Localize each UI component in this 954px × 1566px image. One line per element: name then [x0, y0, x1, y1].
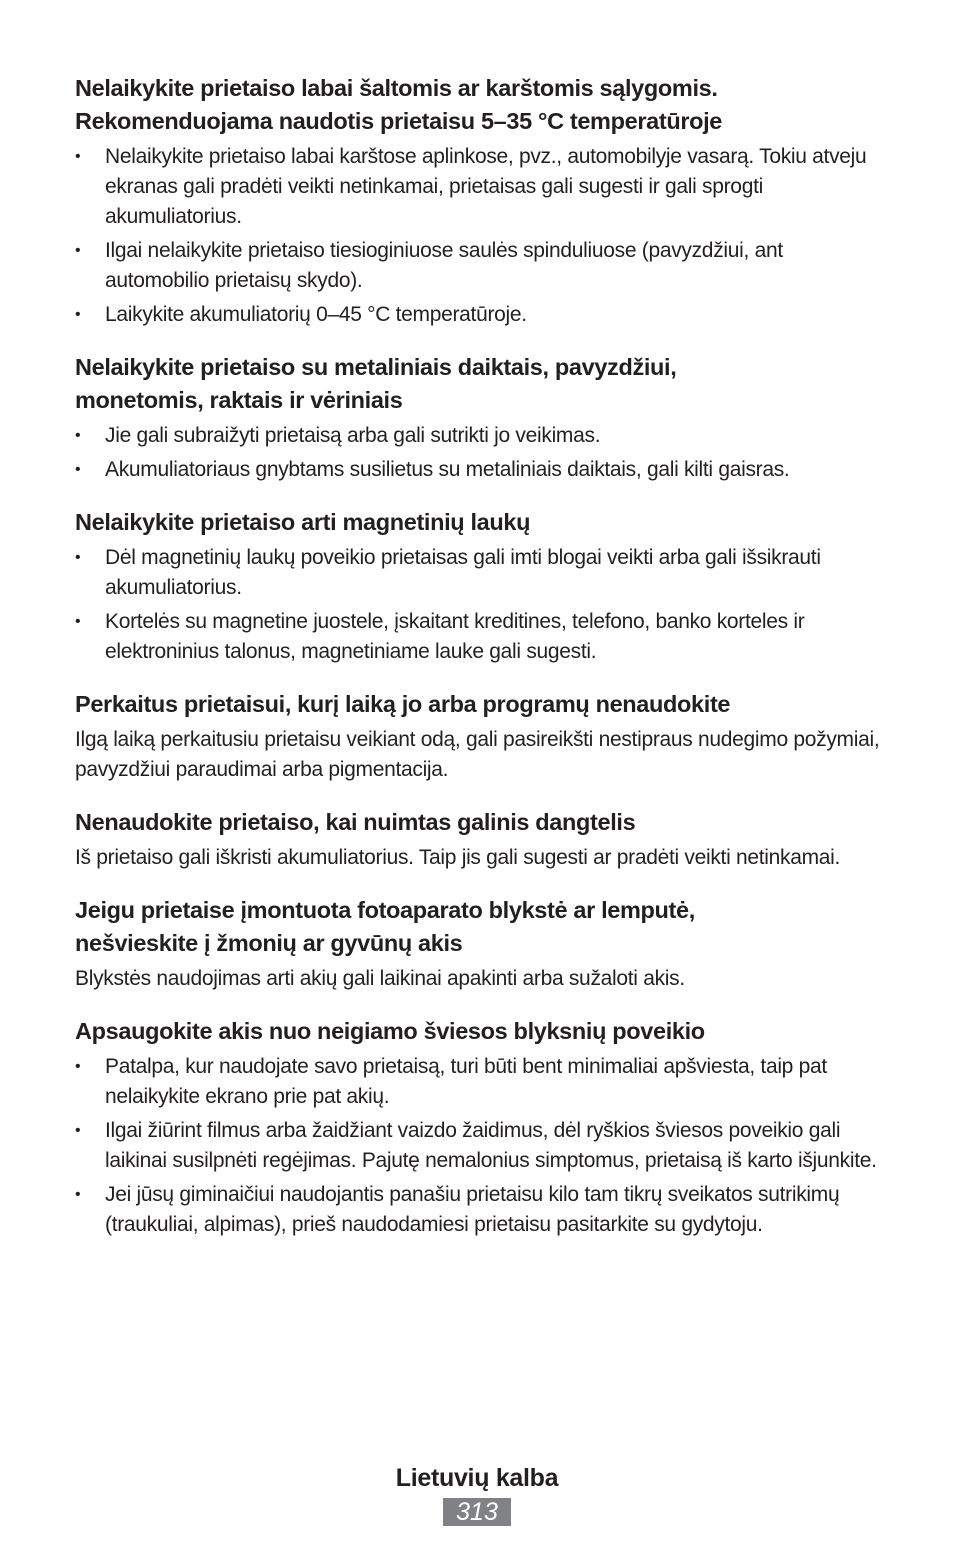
list-item-text: Ilgai žiūrint filmus arba žaidžiant vaizdo žaidimus, dėl ryškios šviesos poveikio gali laikinai susilpnėti regėjimas. Pajutę nemalonius simptomus, prietaisą iš karto išjunkite.: [105, 1119, 877, 1172]
bullet-icon: •: [75, 242, 81, 259]
bullet-icon: •: [75, 306, 81, 323]
section-back-cover: [75, 806, 885, 873]
list-item: [75, 236, 885, 296]
list-item-text: Nelaikykite prietaiso labai karštose aplinkose, pvz., automobilyje vasarą. Tokiu atveju ekranas gali pradėti veikti netinkamai, prietaisas gali sugesti ir gali sprogti akumuliatorius.: [105, 145, 867, 228]
section-heading: Apsaugokite akis nuo neigiamo šviesos blyksnių poveikio: [75, 1018, 705, 1044]
section-paragraph: Ilgą laiką perkaitusiu prietaisu veikiant odą, gali pasireikšti nestipraus nudegimo požymiai, pavyzdžiui paraudimai arba pigmentacija.: [75, 728, 880, 781]
list-item-text: Akumuliatoriaus gnybtams susilietus su metaliniais daiktais, gali kilti gaisras.: [105, 458, 790, 481]
heading-line: Nelaikykite prietaiso labai šaltomis ar karštomis sąlygomis.: [75, 75, 718, 101]
bullet-icon: •: [75, 549, 81, 566]
bullet-list: [75, 142, 885, 330]
section-heading: [75, 894, 885, 960]
list-item-text: Jei jūsų giminaičiui naudojantis panašiu prietaisu kilo tam tikrų sveikatos sutrikimų (traukuliai, alpimas), prieš naudodamiesi prietaisu pasitarkite su gydytoju.: [105, 1183, 840, 1236]
page-number: 313: [443, 1498, 511, 1526]
section-paragraph: Iš prietaiso gali iškristi akumuliatorius. Taip jis gali sugesti ar pradėti veikti netinkamai.: [75, 846, 841, 869]
list-item: [75, 1180, 885, 1240]
bullet-icon: •: [75, 1186, 81, 1203]
list-item: [75, 1052, 885, 1112]
heading-line: Jeigu prietaise įmontuota fotoaparato blykstė ar lemputė,: [75, 897, 695, 923]
list-item-text: Jie gali subraižyti prietaisą arba gali sutrikti jo veikimas.: [105, 424, 601, 447]
document-body: [75, 72, 885, 1261]
section-flash: [75, 894, 885, 994]
bullet-list: [75, 1052, 885, 1240]
bullet-icon: •: [75, 613, 81, 630]
bullet-list: [75, 421, 885, 485]
bullet-icon: •: [75, 1122, 81, 1139]
section-temperature: [75, 72, 885, 330]
section-metal-objects: [75, 351, 885, 485]
list-item: [75, 543, 885, 603]
bullet-icon: •: [75, 461, 81, 478]
list-item: [75, 455, 885, 485]
section-heading: [75, 351, 885, 417]
list-item-text: Laikykite akumuliatorių 0–45 °C temperatūroje.: [105, 303, 527, 326]
list-item-text: Kortelės su magnetine juostele, įskaitant kreditines, telefono, banko korteles ir elektroninius talonus, magnetiniame lauke gali sugesti.: [105, 610, 805, 663]
page-footer: [0, 1462, 954, 1526]
list-item-text: Dėl magnetinių laukų poveikio prietaisas gali imti blogai veikti arba gali išsikrauti akumuliatorius.: [105, 546, 821, 599]
section-heading: [75, 72, 885, 138]
heading-line: nešvieskite į žmonių ar gyvūnų akis: [75, 930, 463, 956]
list-item-text: Ilgai nelaikykite prietaiso tiesioginiuose saulės spinduliuose (pavyzdžiui, ant automobilio prietaisų skydo).: [105, 239, 783, 292]
bullet-icon: •: [75, 427, 81, 444]
section-heading: Perkaitus prietaisui, kurį laiką jo arba programų nenaudokite: [75, 691, 731, 717]
heading-line: Rekomenduojama naudotis prietaisu 5–35 °C temperatūroje: [75, 108, 723, 134]
footer-language-label: Lietuvių kalba: [395, 1464, 559, 1492]
section-paragraph: Blykstės naudojimas arti akių gali laikinai apakinti arba sužaloti akis.: [75, 967, 685, 990]
section-eye-protection: [75, 1015, 885, 1240]
bullet-icon: •: [75, 1058, 81, 1075]
list-item: [75, 1116, 885, 1176]
list-item: [75, 142, 885, 232]
section-magnetic-fields: [75, 506, 885, 667]
bullet-list: [75, 543, 885, 667]
bullet-icon: •: [75, 148, 81, 165]
heading-line: Nelaikykite prietaiso su metaliniais daiktais, pavyzdžiui,: [75, 354, 677, 380]
section-heading: Nenaudokite prietaiso, kai nuimtas galinis dangtelis: [75, 809, 636, 835]
list-item-text: Patalpa, kur naudojate savo prietaisą, turi būti bent minimaliai apšviesta, taip pat nelaikykite ekrano prie pat akių.: [105, 1055, 827, 1108]
heading-line: monetomis, raktais ir vėriniais: [75, 387, 403, 413]
section-overheating: [75, 688, 885, 785]
section-heading: Nelaikykite prietaiso arti magnetinių laukų: [75, 509, 531, 535]
list-item: [75, 421, 885, 451]
list-item: [75, 300, 885, 330]
list-item: [75, 607, 885, 667]
